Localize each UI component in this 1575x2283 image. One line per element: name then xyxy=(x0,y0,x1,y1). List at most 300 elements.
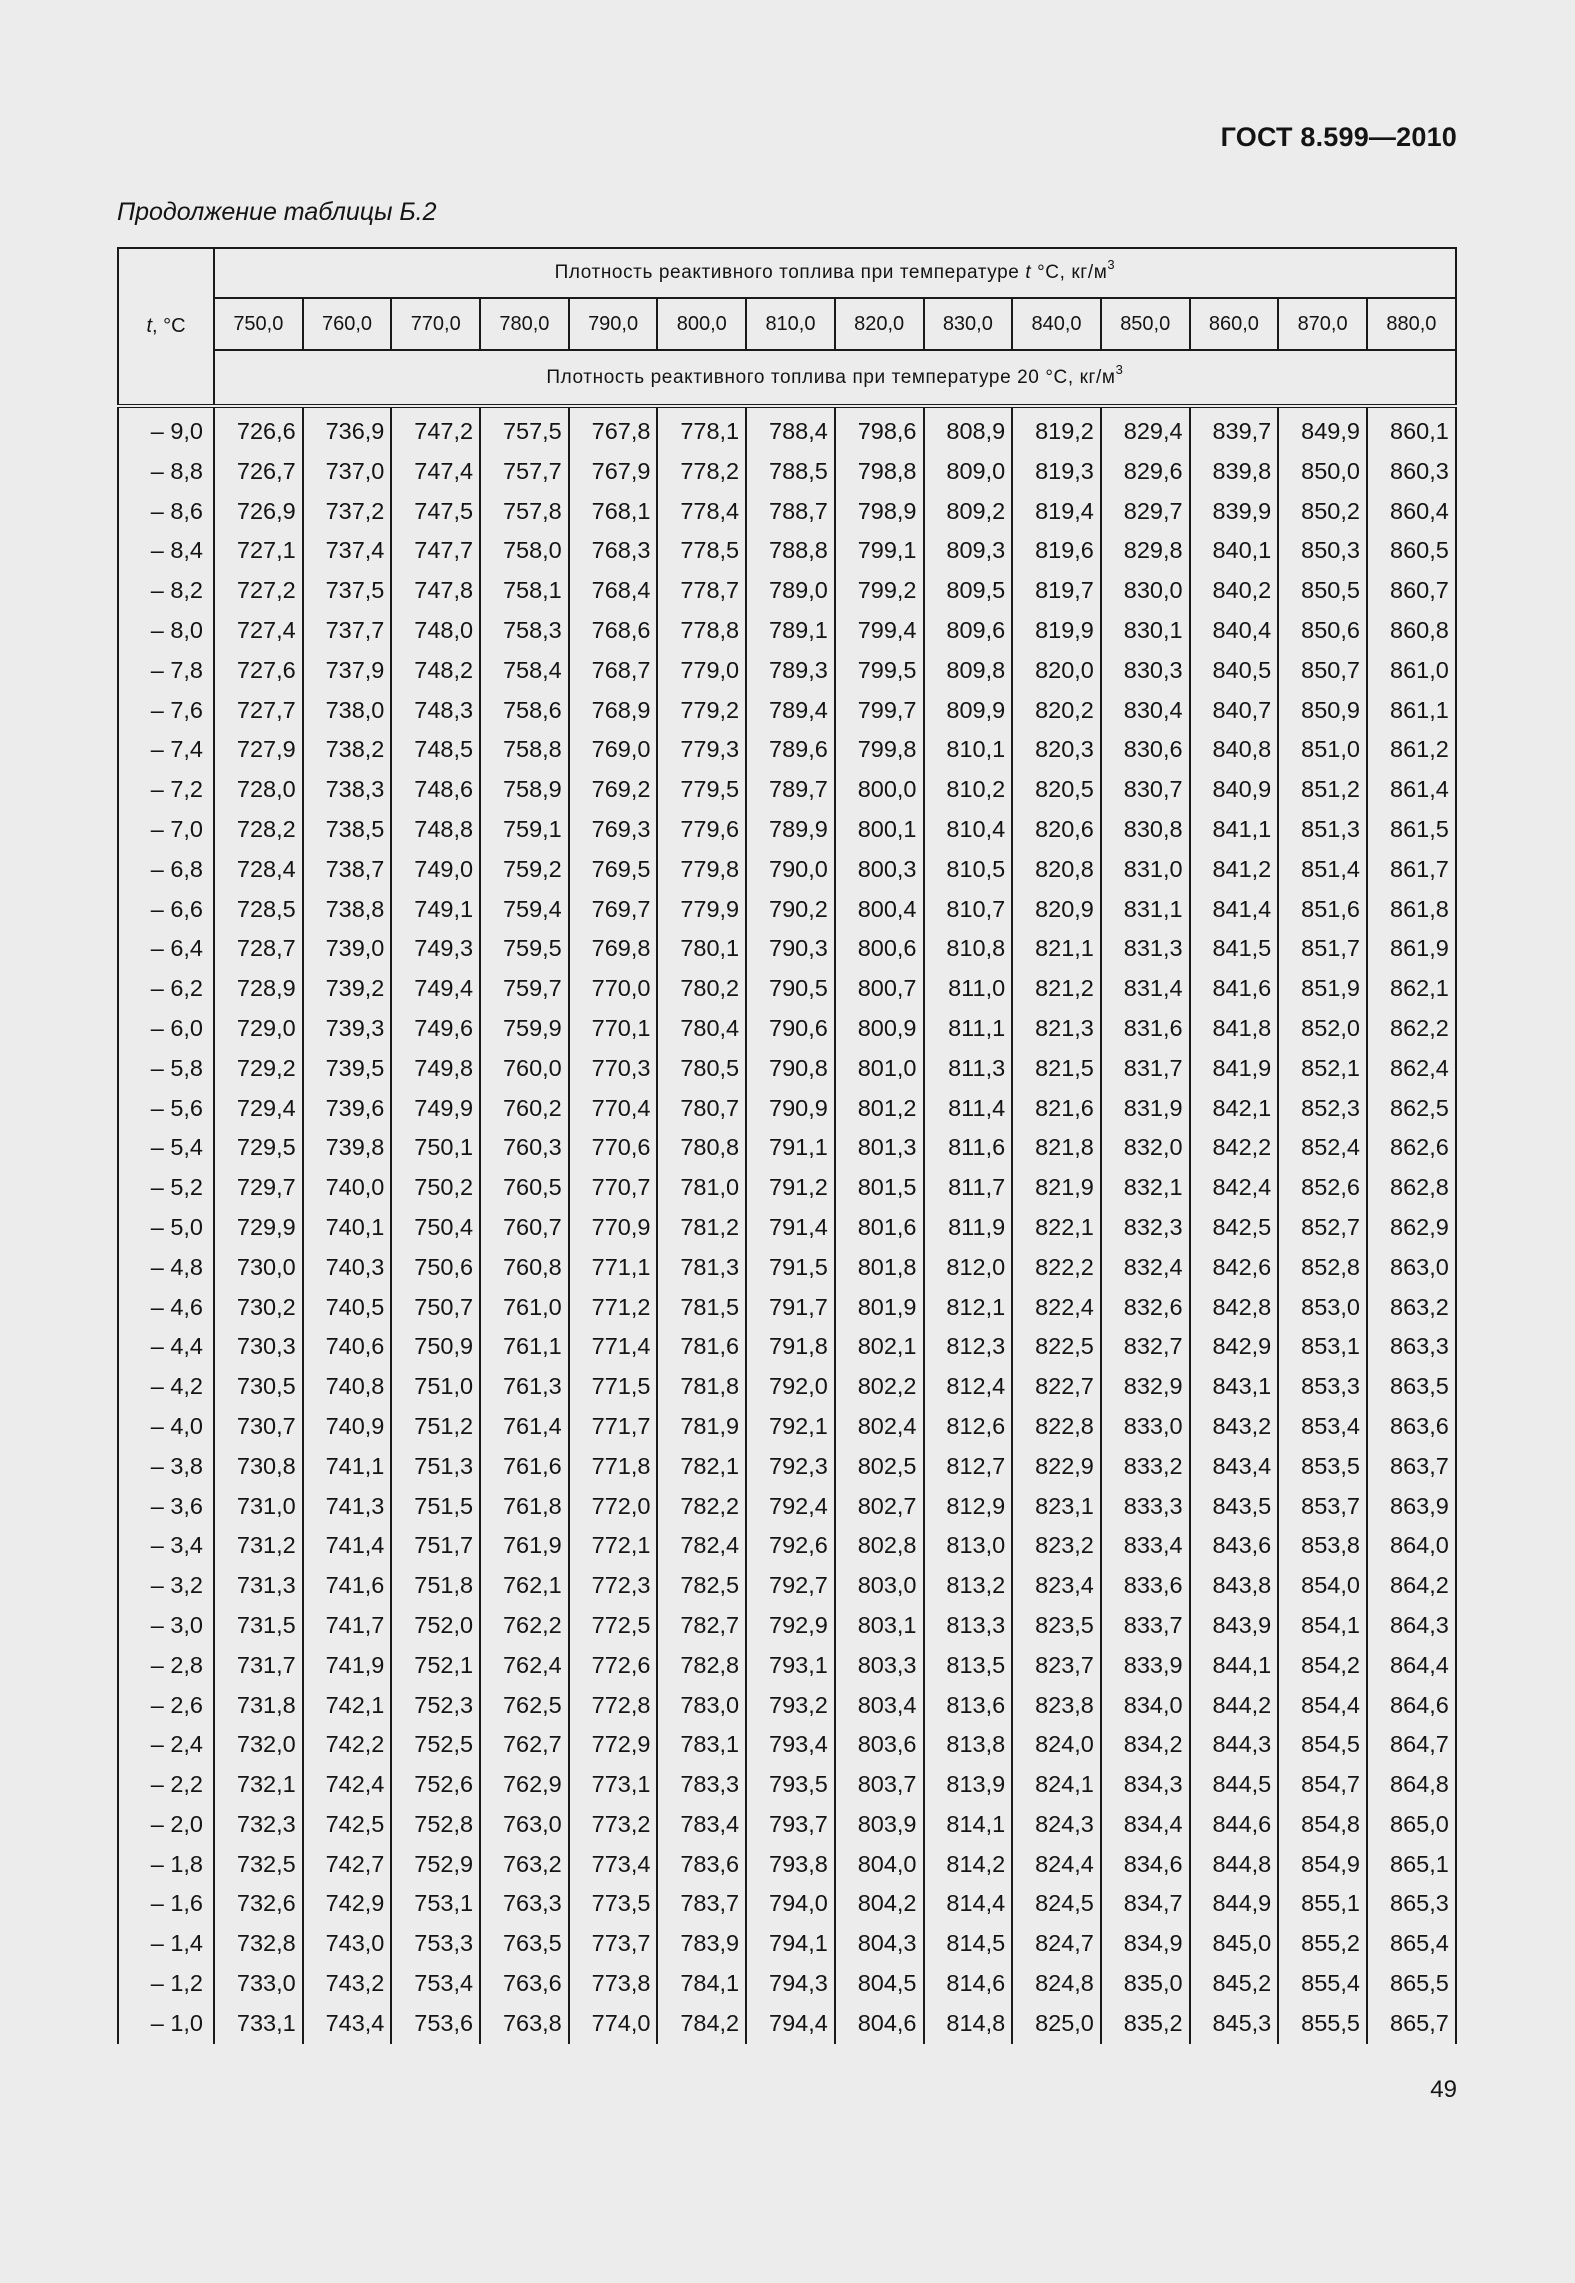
temperature-cell: – 7,0 xyxy=(118,810,214,850)
density-cell: 853,8 xyxy=(1278,1526,1367,1566)
density-cell: 772,1 xyxy=(569,1526,658,1566)
density-cell: 810,5 xyxy=(924,850,1013,890)
density-cell: 812,0 xyxy=(924,1248,1013,1288)
density-cell: 839,8 xyxy=(1190,452,1279,492)
density-cell: 861,5 xyxy=(1367,810,1456,850)
density-cell: 834,6 xyxy=(1101,1845,1190,1885)
density-cell: 727,2 xyxy=(214,571,303,611)
density-cell: 844,5 xyxy=(1190,1765,1279,1805)
density-cell: 800,0 xyxy=(835,770,924,810)
temperature-cell: – 2,8 xyxy=(118,1646,214,1686)
density-cell: 741,9 xyxy=(303,1646,392,1686)
density-cell: 824,5 xyxy=(1012,1884,1101,1924)
density-cell: 792,3 xyxy=(746,1447,835,1487)
density-cell: 863,2 xyxy=(1367,1288,1456,1328)
table-row xyxy=(118,810,1456,850)
density-cell: 853,5 xyxy=(1278,1447,1367,1487)
density-cell: 801,5 xyxy=(835,1168,924,1208)
density-cell: 773,1 xyxy=(569,1765,658,1805)
density-cell: 830,8 xyxy=(1101,810,1190,850)
density-cell: 804,5 xyxy=(835,1964,924,2004)
density-cell: 726,9 xyxy=(214,492,303,532)
density-cell: 762,1 xyxy=(480,1566,569,1606)
density-cell: 742,9 xyxy=(303,1884,392,1924)
density-cell: 791,7 xyxy=(746,1288,835,1328)
density-cell: 831,9 xyxy=(1101,1089,1190,1129)
temperature-cell: – 5,0 xyxy=(118,1208,214,1248)
density-cell: 834,7 xyxy=(1101,1884,1190,1924)
density-cell: 813,8 xyxy=(924,1725,1013,1765)
density-cell: 739,3 xyxy=(303,1009,392,1049)
density-cell: 749,8 xyxy=(391,1049,480,1089)
density-cell: 808,9 xyxy=(924,406,1013,452)
density-cell: 726,6 xyxy=(214,406,303,452)
density-cell: 760,7 xyxy=(480,1208,569,1248)
density-cell: 839,9 xyxy=(1190,492,1279,532)
density-cell: 738,5 xyxy=(303,810,392,850)
density-cell: 773,8 xyxy=(569,1964,658,2004)
density-cell: 770,0 xyxy=(569,969,658,1009)
density-cell: 769,3 xyxy=(569,810,658,850)
density-cell: 729,7 xyxy=(214,1168,303,1208)
density-cell: 801,0 xyxy=(835,1049,924,1089)
density-cell: 799,8 xyxy=(835,730,924,770)
density-cell: 778,2 xyxy=(657,452,746,492)
table-row xyxy=(118,611,1456,651)
density-cell: 850,9 xyxy=(1278,691,1367,731)
table-caption: Продолжение таблицы Б.2 xyxy=(117,198,437,226)
density-cell: 852,4 xyxy=(1278,1128,1367,1168)
density-cell: 771,8 xyxy=(569,1447,658,1487)
density-cell: 822,5 xyxy=(1012,1327,1101,1367)
density-cell: 860,8 xyxy=(1367,611,1456,651)
density-cell: 841,1 xyxy=(1190,810,1279,850)
temperature-cell: – 3,0 xyxy=(118,1606,214,1646)
table-row xyxy=(118,1367,1456,1407)
density-cell: 864,7 xyxy=(1367,1725,1456,1765)
density-cell: 750,2 xyxy=(391,1168,480,1208)
density-cell: 832,1 xyxy=(1101,1168,1190,1208)
table-row xyxy=(118,2004,1456,2044)
density-cell: 844,9 xyxy=(1190,1884,1279,1924)
density-cell: 778,1 xyxy=(657,406,746,452)
density-cell: 832,0 xyxy=(1101,1128,1190,1168)
density-cell: 854,0 xyxy=(1278,1566,1367,1606)
density-cell: 811,7 xyxy=(924,1168,1013,1208)
density-cell: 865,3 xyxy=(1367,1884,1456,1924)
density-cell: 841,4 xyxy=(1190,890,1279,930)
density-cell: 831,6 xyxy=(1101,1009,1190,1049)
density-cell: 782,7 xyxy=(657,1606,746,1646)
density-cell: 789,7 xyxy=(746,770,835,810)
temperature-cell: – 5,8 xyxy=(118,1049,214,1089)
density-cell: 809,3 xyxy=(924,531,1013,571)
density-cell: 733,1 xyxy=(214,2004,303,2044)
density-cell: 862,4 xyxy=(1367,1049,1456,1089)
table-row xyxy=(118,1924,1456,1964)
density-cell: 861,8 xyxy=(1367,890,1456,930)
density-cell: 792,0 xyxy=(746,1367,835,1407)
density-cell: 830,6 xyxy=(1101,730,1190,770)
density-cell: 821,1 xyxy=(1012,929,1101,969)
density-cell: 853,1 xyxy=(1278,1327,1367,1367)
temperature-cell: – 6,8 xyxy=(118,850,214,890)
density-cell: 803,7 xyxy=(835,1765,924,1805)
density-cell: 854,4 xyxy=(1278,1686,1367,1726)
density-cell: 727,4 xyxy=(214,611,303,651)
density-cell: 810,1 xyxy=(924,730,1013,770)
density-cell: 770,9 xyxy=(569,1208,658,1248)
density-cell: 741,4 xyxy=(303,1526,392,1566)
table-row xyxy=(118,1288,1456,1328)
density-cell: 759,4 xyxy=(480,890,569,930)
density-at-t-suffix: °С, кг/м xyxy=(1031,262,1108,283)
density-cell: 810,8 xyxy=(924,929,1013,969)
temperature-cell: – 3,2 xyxy=(118,1566,214,1606)
density-cell: 833,4 xyxy=(1101,1526,1190,1566)
density-cell: 769,2 xyxy=(569,770,658,810)
density-cell: 821,9 xyxy=(1012,1168,1101,1208)
density-column-header: 840,0 xyxy=(1012,298,1101,350)
density-cell: 811,6 xyxy=(924,1128,1013,1168)
density-cell: 740,1 xyxy=(303,1208,392,1248)
density-cell: 830,3 xyxy=(1101,651,1190,691)
table-row xyxy=(118,1566,1456,1606)
density-cell: 763,0 xyxy=(480,1805,569,1845)
density-cell: 749,4 xyxy=(391,969,480,1009)
temperature-cell: – 1,0 xyxy=(118,2004,214,2044)
density-cell: 854,7 xyxy=(1278,1765,1367,1805)
density-cell: 741,3 xyxy=(303,1487,392,1527)
density-cell: 779,6 xyxy=(657,810,746,850)
table-row xyxy=(118,1009,1456,1049)
temperature-cell: – 6,2 xyxy=(118,969,214,1009)
density-cell: 768,6 xyxy=(569,611,658,651)
density-cell: 861,0 xyxy=(1367,651,1456,691)
density-cell: 799,5 xyxy=(835,651,924,691)
density-cell: 812,6 xyxy=(924,1407,1013,1447)
density-cell: 760,0 xyxy=(480,1049,569,1089)
table-row xyxy=(118,452,1456,492)
density-cell: 822,7 xyxy=(1012,1367,1101,1407)
density-cell: 739,6 xyxy=(303,1089,392,1129)
density-cell: 783,1 xyxy=(657,1725,746,1765)
density-cell: 790,2 xyxy=(746,890,835,930)
density-cell: 830,7 xyxy=(1101,770,1190,810)
density-cell: 865,0 xyxy=(1367,1805,1456,1845)
density-cell: 741,1 xyxy=(303,1447,392,1487)
density-cell: 850,7 xyxy=(1278,651,1367,691)
density-cell: 800,9 xyxy=(835,1009,924,1049)
density-cell: 820,5 xyxy=(1012,770,1101,810)
density-cell: 863,9 xyxy=(1367,1487,1456,1527)
density-cell: 812,3 xyxy=(924,1327,1013,1367)
density-cell: 829,7 xyxy=(1101,492,1190,532)
density-cell: 793,2 xyxy=(746,1686,835,1726)
density-cell: 819,7 xyxy=(1012,571,1101,611)
density-cell: 753,4 xyxy=(391,1964,480,2004)
density-cell: 851,3 xyxy=(1278,810,1367,850)
density-cell: 814,2 xyxy=(924,1845,1013,1885)
temperature-cell: – 3,8 xyxy=(118,1447,214,1487)
density-cell: 780,1 xyxy=(657,929,746,969)
density-cell: 811,1 xyxy=(924,1009,1013,1049)
temperature-cell: – 7,2 xyxy=(118,770,214,810)
density-cell: 840,2 xyxy=(1190,571,1279,611)
temperature-cell: – 1,4 xyxy=(118,1924,214,1964)
density-cell: 799,4 xyxy=(835,611,924,651)
density-cell: 738,2 xyxy=(303,730,392,770)
density-cell: 812,9 xyxy=(924,1487,1013,1527)
density-cell: 737,9 xyxy=(303,651,392,691)
density-cell: 824,3 xyxy=(1012,1805,1101,1845)
density-cell: 752,5 xyxy=(391,1725,480,1765)
density-cell: 794,4 xyxy=(746,2004,835,2044)
density-cell: 821,6 xyxy=(1012,1089,1101,1129)
density-cell: 779,0 xyxy=(657,651,746,691)
density-cell: 763,8 xyxy=(480,2004,569,2044)
density-cell: 772,9 xyxy=(569,1725,658,1765)
density-cell: 865,4 xyxy=(1367,1924,1456,1964)
density-cell: 854,8 xyxy=(1278,1805,1367,1845)
density-cell: 747,4 xyxy=(391,452,480,492)
density-cell: 850,3 xyxy=(1278,531,1367,571)
density-cell: 732,5 xyxy=(214,1845,303,1885)
density-cell: 824,8 xyxy=(1012,1964,1101,2004)
density-cell: 781,8 xyxy=(657,1367,746,1407)
density-cell: 759,1 xyxy=(480,810,569,850)
temperature-cell: – 7,6 xyxy=(118,691,214,731)
density-cell: 794,3 xyxy=(746,1964,835,2004)
density-cell: 731,3 xyxy=(214,1566,303,1606)
density-cell: 801,3 xyxy=(835,1128,924,1168)
density-cell: 727,1 xyxy=(214,531,303,571)
density-cell: 844,8 xyxy=(1190,1845,1279,1885)
density-cell: 770,3 xyxy=(569,1049,658,1089)
density-cell: 829,4 xyxy=(1101,406,1190,452)
density-cell: 732,3 xyxy=(214,1805,303,1845)
density-cell: 852,3 xyxy=(1278,1089,1367,1129)
density-cell: 741,6 xyxy=(303,1566,392,1606)
table-row xyxy=(118,850,1456,890)
density-cell: 772,6 xyxy=(569,1646,658,1686)
density-cell: 789,0 xyxy=(746,571,835,611)
density-cell: 801,2 xyxy=(835,1089,924,1129)
density-cell: 822,9 xyxy=(1012,1447,1101,1487)
density-cell: 759,5 xyxy=(480,929,569,969)
density-cell: 730,3 xyxy=(214,1327,303,1367)
density-cell: 820,0 xyxy=(1012,651,1101,691)
density-cell: 865,5 xyxy=(1367,1964,1456,2004)
density-cell: 813,0 xyxy=(924,1526,1013,1566)
density-cell: 749,9 xyxy=(391,1089,480,1129)
density-cell: 742,1 xyxy=(303,1686,392,1726)
density-cell: 750,7 xyxy=(391,1288,480,1328)
density-cell: 852,7 xyxy=(1278,1208,1367,1248)
temperature-cell: – 4,2 xyxy=(118,1367,214,1407)
density-cell: 793,8 xyxy=(746,1845,835,1885)
table-row xyxy=(118,1646,1456,1686)
density-cell: 758,8 xyxy=(480,730,569,770)
density-cell: 813,5 xyxy=(924,1646,1013,1686)
table-row xyxy=(118,1248,1456,1288)
density-cell: 819,3 xyxy=(1012,452,1101,492)
density-cell: 729,9 xyxy=(214,1208,303,1248)
density-cell: 727,7 xyxy=(214,691,303,731)
density-cell: 814,6 xyxy=(924,1964,1013,2004)
density-cell: 778,5 xyxy=(657,531,746,571)
density-column-header: 820,0 xyxy=(835,298,924,350)
density-cell: 819,6 xyxy=(1012,531,1101,571)
density-cell: 823,7 xyxy=(1012,1646,1101,1686)
density-cell: 813,2 xyxy=(924,1566,1013,1606)
density-cell: 729,5 xyxy=(214,1128,303,1168)
density-column-header: 830,0 xyxy=(924,298,1013,350)
density-cell: 860,7 xyxy=(1367,571,1456,611)
density-cell: 841,8 xyxy=(1190,1009,1279,1049)
density-cell: 760,5 xyxy=(480,1168,569,1208)
density-cell: 748,5 xyxy=(391,730,480,770)
density-cell: 791,4 xyxy=(746,1208,835,1248)
density-cell: 752,1 xyxy=(391,1646,480,1686)
density-cell: 790,9 xyxy=(746,1089,835,1129)
density-cell: 793,5 xyxy=(746,1765,835,1805)
density-cell: 747,2 xyxy=(391,406,480,452)
density-cell: 771,4 xyxy=(569,1327,658,1367)
density-cell: 752,6 xyxy=(391,1765,480,1805)
table-row xyxy=(118,691,1456,731)
density-cell: 763,5 xyxy=(480,1924,569,1964)
density-cell: 789,9 xyxy=(746,810,835,850)
density-cell: 728,5 xyxy=(214,890,303,930)
density-cell: 751,2 xyxy=(391,1407,480,1447)
density-cell: 740,5 xyxy=(303,1288,392,1328)
table-row xyxy=(118,1526,1456,1566)
table-row xyxy=(118,1089,1456,1129)
density-cell: 730,7 xyxy=(214,1407,303,1447)
density-cell: 748,0 xyxy=(391,611,480,651)
density-cell: 789,3 xyxy=(746,651,835,691)
density-cell: 788,4 xyxy=(746,406,835,452)
density-cell: 760,3 xyxy=(480,1128,569,1168)
density-cell: 854,2 xyxy=(1278,1646,1367,1686)
density-cell: 780,5 xyxy=(657,1049,746,1089)
density-cell: 728,4 xyxy=(214,850,303,890)
density-cell: 803,9 xyxy=(835,1805,924,1845)
density-column-header: 790,0 xyxy=(569,298,658,350)
density-cell: 759,2 xyxy=(480,850,569,890)
density-cell: 850,5 xyxy=(1278,571,1367,611)
density-cell: 739,2 xyxy=(303,969,392,1009)
density-cell: 790,0 xyxy=(746,850,835,890)
density-cell: 840,8 xyxy=(1190,730,1279,770)
density-cell: 769,5 xyxy=(569,850,658,890)
density-cell: 762,5 xyxy=(480,1686,569,1726)
table-row xyxy=(118,1487,1456,1527)
density-cell: 733,0 xyxy=(214,1964,303,2004)
density-cell: 780,4 xyxy=(657,1009,746,1049)
temperature-cell: – 3,6 xyxy=(118,1487,214,1527)
density-cell: 831,1 xyxy=(1101,890,1190,930)
density-column-header: 770,0 xyxy=(391,298,480,350)
density-cell: 750,6 xyxy=(391,1248,480,1288)
density-cell: 851,4 xyxy=(1278,850,1367,890)
density-cell: 862,9 xyxy=(1367,1208,1456,1248)
density-cell: 843,6 xyxy=(1190,1526,1279,1566)
density-cell: 768,4 xyxy=(569,571,658,611)
density-cell: 778,8 xyxy=(657,611,746,651)
density-cell: 767,9 xyxy=(569,452,658,492)
density-cell: 747,5 xyxy=(391,492,480,532)
temperature-cell: – 4,0 xyxy=(118,1407,214,1447)
density-cell: 842,2 xyxy=(1190,1128,1279,1168)
density-cell: 832,4 xyxy=(1101,1248,1190,1288)
density-cell: 802,7 xyxy=(835,1487,924,1527)
density-cell: 812,4 xyxy=(924,1367,1013,1407)
density-cell: 802,8 xyxy=(835,1526,924,1566)
density-cell: 767,8 xyxy=(569,406,658,452)
density-cell: 781,6 xyxy=(657,1327,746,1367)
temperature-cell: – 5,6 xyxy=(118,1089,214,1129)
density-cell: 804,6 xyxy=(835,2004,924,2044)
density-cell: 771,2 xyxy=(569,1288,658,1328)
density-cell: 794,0 xyxy=(746,1884,835,1924)
density-cell: 834,2 xyxy=(1101,1725,1190,1765)
density-cell: 861,9 xyxy=(1367,929,1456,969)
density-cell: 762,4 xyxy=(480,1646,569,1686)
density-cell: 801,6 xyxy=(835,1208,924,1248)
density-cell: 758,1 xyxy=(480,571,569,611)
density-cell: 850,6 xyxy=(1278,611,1367,651)
density-cell: 864,2 xyxy=(1367,1566,1456,1606)
density-cell: 812,1 xyxy=(924,1288,1013,1328)
density-cell: 865,1 xyxy=(1367,1845,1456,1885)
density-cell: 771,1 xyxy=(569,1248,658,1288)
density-cell: 801,8 xyxy=(835,1248,924,1288)
density-cell: 761,9 xyxy=(480,1526,569,1566)
density-cell: 822,4 xyxy=(1012,1288,1101,1328)
density-cell: 793,4 xyxy=(746,1725,835,1765)
density-cell: 758,4 xyxy=(480,651,569,691)
density-cell: 742,5 xyxy=(303,1805,392,1845)
density-cell: 845,2 xyxy=(1190,1964,1279,2004)
density-cell: 862,1 xyxy=(1367,969,1456,1009)
temperature-cell: – 4,4 xyxy=(118,1327,214,1367)
density-at-20-header xyxy=(214,350,1456,406)
density-cell: 822,2 xyxy=(1012,1248,1101,1288)
density-cell: 840,7 xyxy=(1190,691,1279,731)
density-cell: 739,5 xyxy=(303,1049,392,1089)
density-cell: 753,1 xyxy=(391,1884,480,1924)
density-cell: 730,0 xyxy=(214,1248,303,1288)
density-cell: 727,6 xyxy=(214,651,303,691)
density-cell: 819,4 xyxy=(1012,492,1101,532)
density-cell: 861,1 xyxy=(1367,691,1456,731)
density-cell: 739,8 xyxy=(303,1128,392,1168)
density-cell: 864,6 xyxy=(1367,1686,1456,1726)
table-row xyxy=(118,406,1456,452)
density-cell: 800,4 xyxy=(835,890,924,930)
density-cell: 747,7 xyxy=(391,531,480,571)
density-cell: 833,9 xyxy=(1101,1646,1190,1686)
density-cell: 741,7 xyxy=(303,1606,392,1646)
density-column-header: 880,0 xyxy=(1367,298,1456,350)
table-row xyxy=(118,1128,1456,1168)
density-cell: 799,1 xyxy=(835,531,924,571)
density-cell: 864,0 xyxy=(1367,1526,1456,1566)
density-cell: 840,5 xyxy=(1190,651,1279,691)
density-cell: 738,8 xyxy=(303,890,392,930)
